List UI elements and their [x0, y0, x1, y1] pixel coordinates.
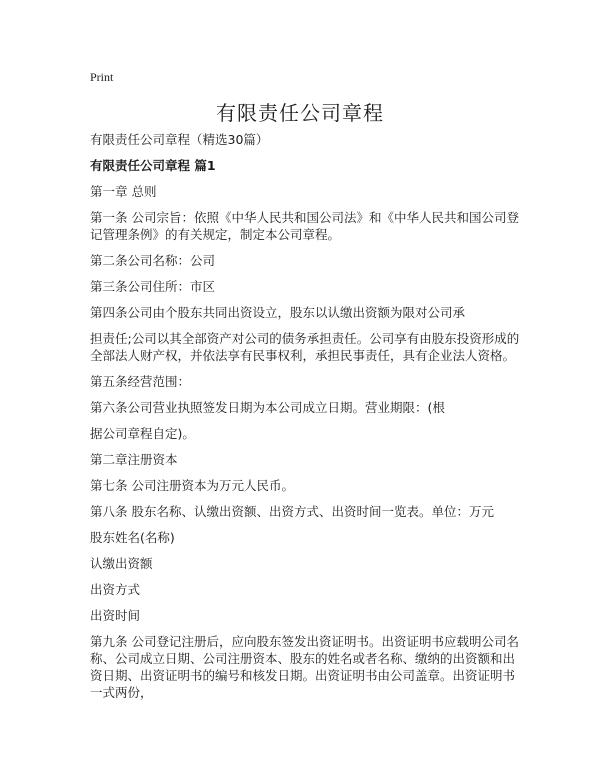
paragraph: 出资方式: [90, 582, 141, 597]
section-heading: 有限责任公司章程 篇1: [90, 158, 216, 173]
page-title: 有限责任公司章程: [216, 101, 384, 125]
paragraph: 第二章注册资本: [90, 452, 178, 467]
paragraph: 第四条公司由个股东共同出资设立，股东以认缴出资额为限对公司承: [90, 305, 466, 320]
paragraph: 担责任;公司以其全部资产对公司的债务承担责任。公司享有由股东投资形成的全部法人财产权，并依法享有民事权利，承担民事责任，具有企业法人资格。: [90, 331, 520, 363]
paragraph: 第一条 公司宗旨：依照《中华人民共和国公司法》和《中华人民共和国公司登记管理条例》的有关规定，制定本公司章程。: [90, 210, 519, 242]
paragraph: 据公司章程自定)。: [90, 426, 195, 441]
print-link[interactable]: Print: [90, 70, 114, 84]
paragraph: 第二条公司名称：公司: [90, 253, 216, 268]
paragraph: 第一章 总则: [90, 184, 157, 199]
document-subtitle: 有限责任公司章程（精选30篇）: [90, 132, 269, 147]
paragraph: 第九条 公司登记注册后，应向股东签发出资证明书。出资证明书应载明公司名称、公司成立日期、公司注册资本、股东的姓名或者名称、缴纳的出资额和出资日期、出资证明书的编号和核发日期。出资证明书由公司盖章。出资证明书一式两份，: [90, 634, 519, 700]
paragraph: 第八条 股东名称、认缴出资额、出资方式、出资时间一览表。单位：万元: [90, 504, 494, 519]
paragraph: 认缴出资额: [90, 556, 153, 571]
paragraph: 第七条 公司注册资本为万元人民币。: [90, 478, 294, 493]
paragraph: 第三条公司住所：市区: [90, 279, 216, 294]
paragraph: 股东姓名(名称): [90, 530, 175, 545]
paragraph: 第五条经营范围：: [90, 374, 191, 389]
paragraph: 第六条公司营业执照签发日期为本公司成立日期。营业期限：(根: [90, 400, 445, 415]
document-body: [90, 131, 520, 710]
paragraph: 出资时间: [90, 608, 141, 623]
